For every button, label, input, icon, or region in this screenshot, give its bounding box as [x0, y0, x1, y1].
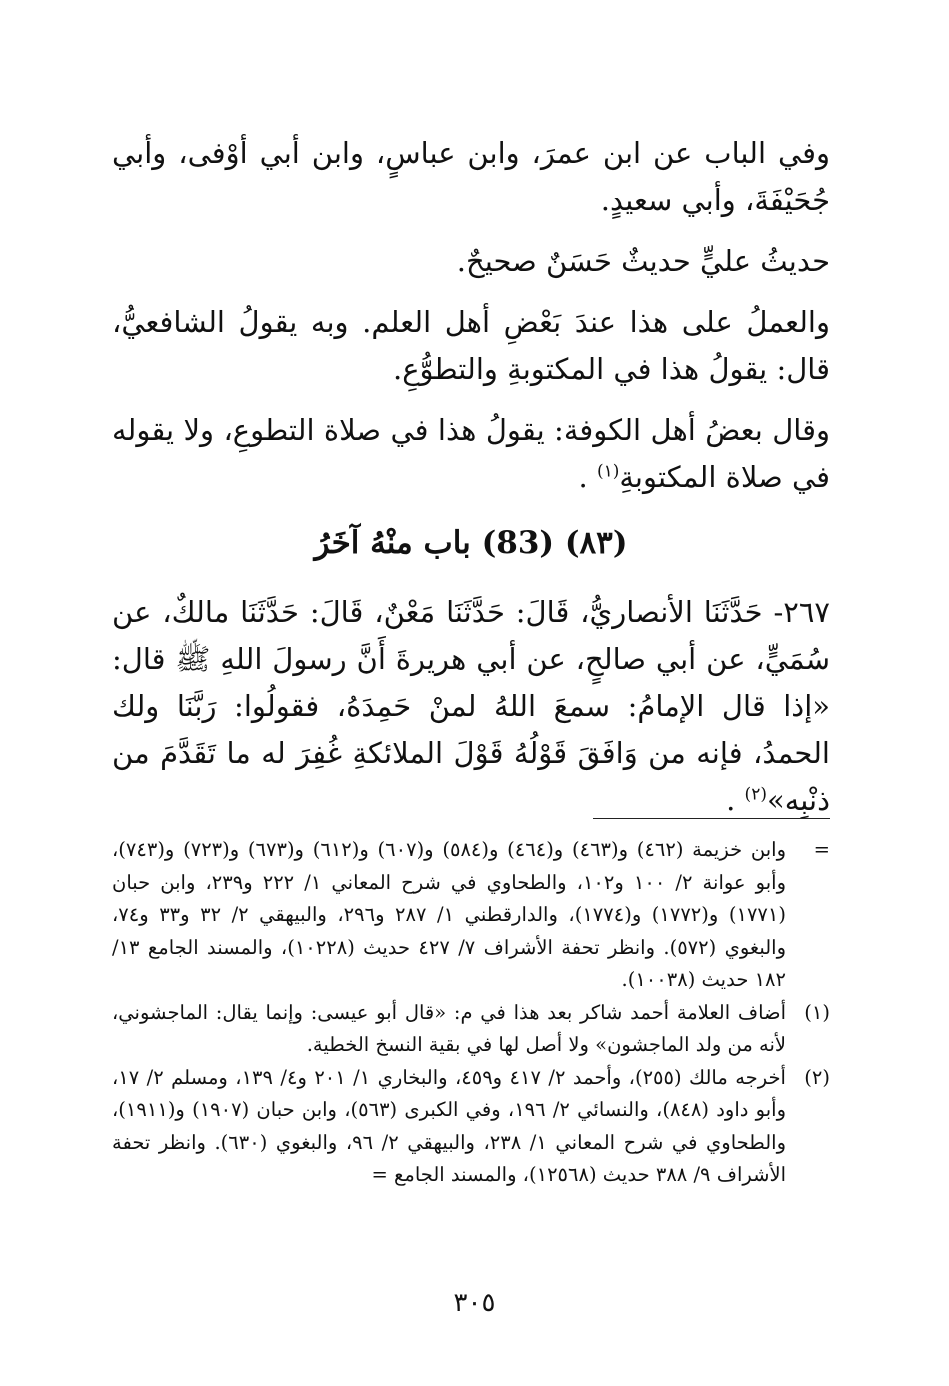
- footnote-continuation: [112, 834, 830, 997]
- footnote-continuation-mark: =: [813, 838, 830, 861]
- paragraph-bab-references: وفي الباب عن ابن عمرَ، وابن عباسٍ، وابن أبي أوْفى، وأبي جُحَيْفَةَ، وأبي سعيدٍ.: [112, 136, 830, 217]
- footnotes: [112, 834, 830, 1192]
- page-number: ٣٠٥: [453, 1288, 496, 1318]
- footnote-1-text: أضاف العلامة أحمد شاكر بعد هذا في م: «قال أبو عيسى: وإنما يقال: الماجشوني، لأنه من ولد الماجشون» ولا أصل لها في بقية النسخ الخطية.: [112, 1000, 786, 1056]
- paragraph-kufa-opinion: [112, 407, 830, 501]
- chapter-heading: (٨٣) (83) باب منْهُ آخَرُ: [314, 525, 628, 561]
- footnote-continuation-text: وابن خزيمة (٤٦٢) و(٤٦٣) و(٤٦٤) و(٥٨٤) و(٦٠٧) و(٦١٢) و(٦٧٣) و(٧٢٣) و(٧٤٣)، وأبو عوانة ٢/ ١٠٠ و١٠٢، والطحاوي في شرح المعاني ١/ ٢٢٢ و٢٣٩، وابن حبان (١٧٧١) و(١٧٧٢) و(١٧٧٤)، والدارقطني ١/ ٢٨٧ و٢٩٦، والبيهقي ٢/ ٣٢ و٣٣ و٧٤، والبغوي (٥٧٢). وانظر تحفة الأشراف ٧/ ٤٢٧ حديث (١٠٢٢٨)، والمسند الجامع ١٣/ ١٨٢ حديث (١٠٠٣٨).: [112, 838, 786, 991]
- footnote-1-mark: (١): [804, 1000, 830, 1024]
- footnote-ref-2: (٢): [744, 784, 767, 805]
- footnote-2-mark: (٢): [804, 1065, 830, 1089]
- hadith-267-text: ٢٦٧- حَدَّثَنَا الأنصاريُّ، قَالَ: حَدَّثَنَا مَعْنٌ، قَالَ: حَدَّثَنَا مالكٌ، عن سُمَيٍّ، عن أبي صالحٍ، عن أبي هريرةَ أَنَّ رسولَ اللهِ ﷺ قال: «إذا قال الإمامُ: سمعَ اللهُ لمنْ حَمِدَهُ، فقولُوا: رَبَّنَا ولك الحمدُ، فإنه من وَافَقَ قَوْلُهُ قَوْلَ الملائكةِ غُفِرَ له ما تَقَدَّمَ من ذنْبِه»: [112, 595, 831, 817]
- footnote-2: [112, 1062, 830, 1192]
- paragraph-hadith-grading: حديثُ عليٍّ حديثٌ حَسَنٌ صحيحٌ.: [456, 244, 830, 278]
- hadith-267-end: .: [726, 783, 745, 817]
- kufa-opinion-end: .: [578, 460, 597, 494]
- footnote-1: [112, 997, 830, 1062]
- footnote-divider: [593, 818, 830, 819]
- paragraph-scholars-practice: والعملُ على هذا عندَ بَعْضِ أهل العلم. وبه يقولُ الشافعيُّ، قال: يقولُ هذا في المكتوبةِ والتطوُّعِ.: [112, 305, 830, 386]
- main-text: [112, 130, 830, 838]
- hadith-267: [112, 589, 830, 824]
- footnote-2-text: أخرجه مالك (٢٥٥)، وأحمد ٢/ ٤١٧ و٤٥٩، والبخاري ١/ ٢٠١ و٤/ ١٣٩، ومسلم ٢/ ١٧، وأبو داود (٨٤٨)، والنسائي ٢/ ١٩٦، وفي الكبرى (٥٦٣)، وابن حبان (١٩٠٧) و(١٩١١)، والطحاوي في شرح المعاني ١/ ٢٣٨، والبيهقي ٢/ ٩٦، والبغوي (٦٣٠). وانظر تحفة الأشراف ٩/ ٣٨٨ حديث (١٢٥٦٨)، والمسند الجامع =: [112, 1065, 786, 1186]
- kufa-opinion-text: وقال بعضُ أهل الكوفة: يقولُ هذا في صلاة التطوعِ، ولا يقوله في صلاة المكتوبةِ: [112, 413, 830, 494]
- footnote-ref-1: (١): [596, 461, 620, 482]
